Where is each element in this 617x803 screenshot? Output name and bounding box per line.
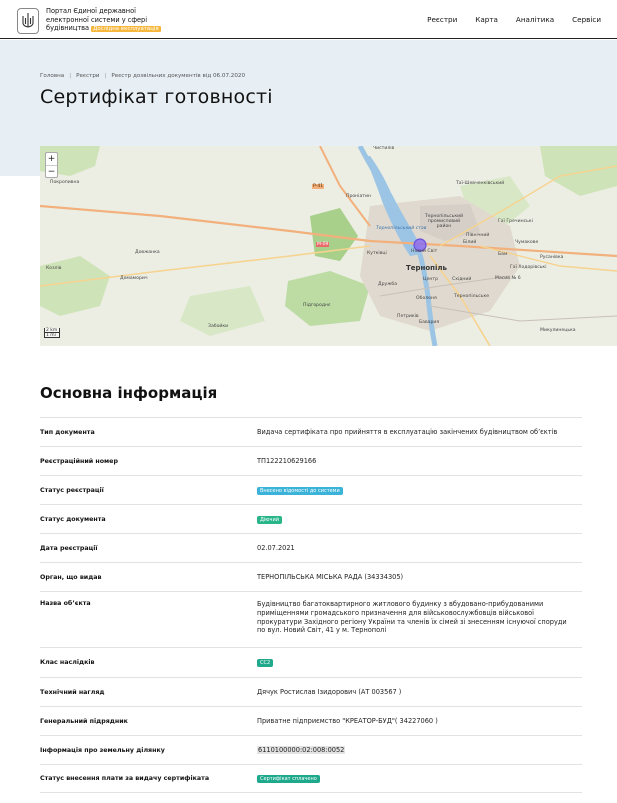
nav-services[interactable]: Сервіси (572, 15, 601, 24)
info-table (40, 417, 582, 793)
info-row (40, 677, 582, 706)
info-row (40, 504, 582, 533)
portal-name-line3: будівництва (46, 24, 90, 33)
row-value: Будівництво багатоквартирного житлового будинку з вбудовано-прибудованими приміщеннями громадського призначення для військовослужбовців військової прокуратури Західного регіону України та членів їх сімей зі знесенням існуючої споруди по вул. Новий Світ, 41 у м. Тернополі (257, 600, 567, 635)
map-label: Тернопільське (454, 294, 490, 299)
map-city-label: Тернопіль (406, 264, 447, 272)
row-label: Клас наслідків (40, 659, 95, 666)
lake-label: Тернопільський став (376, 226, 427, 231)
info-row (40, 562, 582, 591)
nav-map[interactable]: Карта (475, 15, 498, 24)
map-label: Бам (498, 252, 508, 257)
map-label: Чистилів (373, 146, 395, 151)
map-label: Довжанка (135, 250, 160, 255)
breadcrumb-separator: | (69, 73, 72, 79)
row-label: Статус внесення плати за видачу сертифіката (40, 775, 210, 782)
info-row (40, 764, 582, 793)
map-label: Підгороднє (303, 303, 331, 308)
main-nav (427, 15, 601, 24)
map-label: Північний (466, 233, 490, 238)
zoom-out-button[interactable]: − (47, 167, 56, 177)
info-row (40, 647, 582, 677)
scale-km: 2 km (44, 328, 60, 333)
section-title: Основна інформація (40, 384, 218, 402)
map-label: Центр (423, 277, 438, 282)
registration-status-badge: Внесено відомості до системи (257, 487, 343, 495)
map-label: Гаї Ходорівські (510, 265, 547, 270)
map-label: Забойки (208, 324, 229, 329)
nav-analytics[interactable]: Аналітика (515, 15, 555, 24)
row-value: Дячук Ростислав Ізидорович (АТ 003567 ) (257, 687, 402, 696)
row-value: ТЕРНОПІЛЬСЬКА МІСЬКА РАДА (34334305) (257, 572, 404, 581)
info-row (40, 475, 582, 504)
portal-name-line1: Портал Єдиної державної (46, 7, 136, 15)
document-status-badge: Діючий (257, 516, 282, 524)
zoom-in-button[interactable]: + (47, 154, 56, 164)
portal-name-line2: електронної системи у сфері (46, 15, 148, 24)
cadastral-number[interactable]: 6110100000:02:008:0052 (258, 745, 345, 754)
info-row (40, 533, 582, 562)
row-value: Видача сертифіката про прийняття в експлуатацію закінчених будівництвом об’єктів (257, 427, 558, 436)
nav-registries[interactable]: Реєстри (427, 15, 458, 24)
breadcrumb-registries[interactable]: Реєстри (76, 73, 100, 79)
row-label: Реєстраційний номер (40, 457, 118, 465)
map-label: Козлів (46, 266, 62, 271)
row-label: Дата реєстрації (40, 544, 98, 552)
map-label: Покропивна (50, 180, 80, 185)
row-label: Технічний нагляд (40, 688, 105, 696)
map-label: Кутківці (367, 251, 387, 256)
map-label: Таї-Шевченківський (456, 181, 505, 186)
map-zoom-control (45, 152, 58, 178)
row-label: Орган, що видав (40, 573, 102, 581)
row-label: Статус реєстрації (40, 486, 104, 494)
info-row (40, 591, 582, 647)
map-scale (44, 328, 60, 338)
map-label: Проніатин (346, 194, 371, 199)
row-label: Назва об’єкта (40, 600, 91, 607)
breadcrumb-registry[interactable]: Реєстр дозвільних документів від 06.07.2020 (111, 73, 246, 79)
map-label: Петриків (397, 314, 419, 319)
trial-badge: Дослідна експлуатація (93, 26, 159, 33)
payment-status-badge: Сертифікат сплачено (257, 775, 320, 783)
portal-name[interactable] (46, 7, 186, 34)
info-row (40, 706, 582, 735)
map-label: Дружба (378, 282, 398, 287)
map-label: Русанівка (540, 255, 564, 260)
info-row (40, 735, 582, 764)
map-label: Домаморич (120, 276, 148, 281)
map-label: Чумакове (515, 240, 539, 245)
info-row (40, 417, 582, 446)
map-label: Масив № 6 (495, 276, 521, 281)
map-label: Тернопільський промисловий район (424, 214, 464, 229)
map-label: Микулинецька (540, 328, 576, 333)
row-label: Генеральний підрядник (40, 717, 128, 725)
map-label: Гаї Гречинські (498, 219, 533, 224)
map-label: Білий (463, 240, 477, 245)
breadcrumb (40, 73, 245, 79)
info-row (40, 446, 582, 475)
row-label: Тип документа (40, 428, 95, 436)
map-label: Бавария (419, 320, 440, 325)
trident-logo-icon[interactable] (17, 8, 39, 34)
breadcrumb-home[interactable]: Головна (40, 73, 65, 79)
row-value: Приватне підприємство "КРЕАТОР-БУД"( 34227060 ) (257, 716, 438, 725)
row-label: Інформація про земельну ділянку (40, 746, 165, 754)
road-label: P-41 (313, 184, 324, 189)
consequence-class-badge: СС2 (257, 659, 273, 667)
row-value: 02.07.2021 (257, 543, 295, 552)
location-map[interactable] (40, 146, 617, 346)
site-header (0, 0, 617, 39)
map-label: Новий Світ (411, 249, 438, 254)
scale-mi: 1 mi (44, 333, 60, 338)
map-label: Оболоня (416, 296, 437, 301)
map-label: Східний (452, 277, 472, 282)
row-label: Статус документа (40, 515, 106, 523)
road-label: M-09 (317, 242, 329, 247)
row-value: ТП122210629166 (257, 456, 317, 465)
page-title: Сертифікат готовності (40, 86, 273, 108)
breadcrumb-separator: | (104, 73, 107, 79)
